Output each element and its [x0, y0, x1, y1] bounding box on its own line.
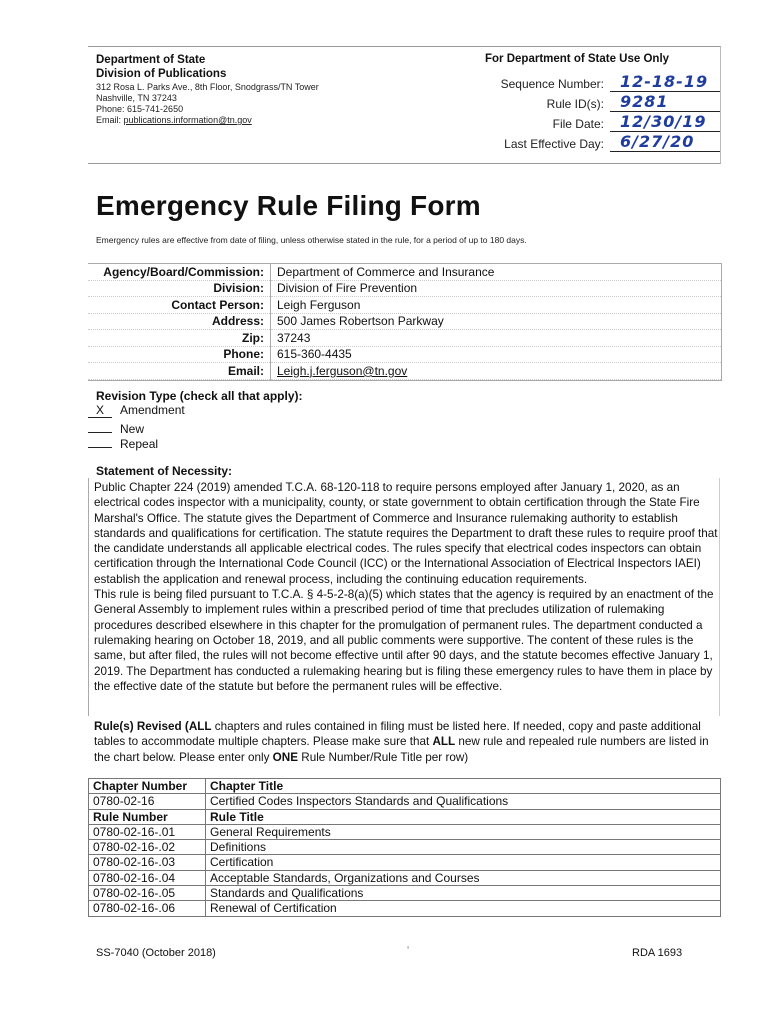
contact-email-link[interactable]: Leigh.j.ferguson@tn.gov — [277, 363, 408, 378]
table-row — [89, 794, 721, 809]
sequence-number-label: Sequence Number: — [500, 77, 604, 91]
table-row — [89, 779, 721, 794]
file-date-value: 12/30/19 — [620, 112, 707, 131]
necessity-title: Statement of Necessity: — [96, 464, 233, 478]
division-row — [88, 280, 721, 297]
table-row — [89, 855, 721, 870]
revision-type-title: Revision Type (check all that apply): — [96, 389, 303, 403]
table-row — [89, 824, 721, 839]
agency-label: Agency/Board/Commission: — [88, 264, 271, 280]
necessity-paragraph: Public Chapter 224 (2019) amended T.C.A. 68-120-118 to require persons employed after January 1, 2020, as an electrical codes inspector with a municipality, county, or state government to obtain certification through the State Fire Marshal's Office. The statute gives the Department of Commerce and Insurance rulemaking authority to establish standards and qualifications for certification. The statute requires the Department to draft these rules to require proof that the candidate understands all applicable electrical codes. The rules specify that electrical codes inspectors can obtain certification through the International Code Council (ICC) or the International Association of Electrical Inspectors IAEI) establish the application and renewal process, including the continuing education requirements. — [94, 481, 718, 586]
rule-number: 0780-02-16-.03 — [89, 855, 206, 870]
revision-option-label: New — [120, 422, 145, 436]
contact-person-label: Contact Person: — [88, 297, 271, 314]
email-row — [88, 363, 721, 380]
sequence-number-value: 12-18-19 — [620, 72, 709, 91]
agency-info-table — [88, 263, 722, 381]
revision-checkmark[interactable] — [88, 434, 112, 448]
table-row — [89, 886, 721, 901]
chapter-title: Certified Codes Inspectors Standards and Qualifications — [206, 794, 721, 809]
phone-value: 615-360-4435 — [277, 347, 352, 362]
revision-option-label: Repeal — [120, 437, 159, 451]
address-label: Address: — [88, 313, 271, 330]
rule-title: Certification — [206, 855, 721, 870]
rule-title: Definitions — [206, 840, 721, 855]
table-row — [89, 870, 721, 885]
revision-option-amendment[interactable] — [88, 403, 185, 418]
rule-title: Renewal of Certification — [206, 901, 721, 916]
division-name: Division of Publications — [96, 68, 227, 80]
rule-number: 0780-02-16-.04 — [89, 870, 206, 885]
form-subtitle: Emergency rules are effective from date of filing, unless otherwise stated in the rule, for a period of up to 180 days. — [96, 235, 527, 245]
rule-id-field — [470, 94, 720, 114]
table-row — [89, 809, 721, 824]
rules-revised-text: chapters and rules contained in filing must be listed here. If needed, copy and paste additional tables to accommodate multiple chapters. Please make sure that — [94, 720, 701, 749]
form-title: Emergency Rule Filing Form — [96, 190, 481, 221]
rule-number-header: Rule Number — [89, 809, 206, 824]
email-label: Email: — [88, 363, 271, 380]
rule-title: General Requirements — [206, 824, 721, 839]
rda-footer: RDA 1693 — [632, 947, 683, 959]
rule-title: Acceptable Standards, Organizations and Courses — [206, 870, 721, 885]
revision-checkmark[interactable] — [88, 419, 112, 433]
footer-mark: ‘ — [407, 945, 410, 956]
rule-number: 0780-02-16-.01 — [89, 824, 206, 839]
zip-row — [88, 330, 721, 347]
address-row — [88, 313, 721, 330]
rule-number: 0780-02-16-.02 — [89, 840, 206, 855]
phone-label: Phone: — [88, 346, 271, 363]
department-name: Department of State — [96, 54, 206, 66]
division-label: Division: — [88, 280, 271, 297]
file-date-label: File Date: — [552, 117, 604, 131]
rules-revised-bold: Rule(s) Revised (ALL — [94, 720, 212, 733]
sequence-number-field — [470, 74, 720, 94]
department-contact — [96, 82, 319, 126]
table-row — [89, 901, 721, 916]
email-label: Email: — [96, 115, 124, 125]
file-date-field — [470, 114, 720, 134]
rule-number: 0780-02-16-.06 — [89, 901, 206, 916]
rule-title: Standards and Qualifications — [206, 886, 721, 901]
necessity-text — [94, 480, 718, 694]
rule-number: 0780-02-16-.05 — [89, 886, 206, 901]
rules-revised-instructions — [94, 719, 718, 765]
chapter-number: 0780-02-16 — [89, 794, 206, 809]
department-phone: Phone: 615-741-2650 — [96, 104, 184, 114]
rules-revised-bold: ALL — [432, 735, 456, 749]
rules-revised-text: new rule and repealed rule numbers are listed in the chart below. Please enter only — [94, 735, 709, 764]
table-row — [89, 840, 721, 855]
contact-person-value: Leigh Ferguson — [277, 297, 361, 312]
zip-label: Zip: — [88, 330, 271, 347]
revision-option-label: Amendment — [120, 403, 185, 417]
last-effective-day-label: Last Effective Day: — [504, 137, 604, 151]
last-effective-day-field — [470, 134, 720, 154]
last-effective-day-value: 6/27/20 — [620, 132, 695, 151]
revision-checkmark[interactable]: X — [88, 404, 112, 418]
phone-row — [88, 346, 721, 363]
state-use-only-title: For Department of State Use Only — [485, 53, 670, 65]
department-email-line — [96, 115, 319, 126]
department-city: Nashville, TN 37243 — [96, 93, 177, 103]
rule-id-label: Rule ID(s): — [546, 97, 604, 111]
department-heading — [96, 53, 226, 81]
zip-value: 37243 — [277, 330, 311, 345]
last-effective-day-line — [610, 151, 720, 152]
agency-row — [88, 264, 721, 280]
contact-person-row — [88, 297, 721, 314]
chapter-number-header: Chapter Number — [89, 779, 206, 794]
chapter-title-header: Chapter Title — [206, 779, 721, 794]
rule-title-header: Rule Title — [206, 809, 721, 824]
department-address: 312 Rosa L. Parks Ave., 8th Floor, Snodgrass/TN Tower — [96, 82, 319, 92]
address-value: 500 James Robertson Parkway — [277, 314, 444, 329]
rule-id-value: 9281 — [620, 92, 669, 111]
division-value: Division of Fire Prevention — [277, 281, 418, 296]
form-id-footer: SS-7040 (October 2018) — [96, 947, 216, 959]
revision-option-repeal[interactable] — [88, 434, 158, 451]
necessity-paragraph: This rule is being filed pursuant to T.C.A. § 4-5-2-8(a)(5) which states that the agency is required by an enactment of the General Assembly to implement rules within a prescribed period of time that precludes utilization of rulemaking procedures described elsewhere in this chapter for the promulgation of permanent rules. The department conducted a rulemaking hearing on October 18, 2019, and all public comments were supportive. The content of these rules is the same, but after filed, the rules will not become effective until after 90 days, and the statute becomes effective January 1, 2019. The Department has conducted a rulemaking hearing but is filing these emergency rules to have them in place by the effective date of the statute but before the permanent rules will be effective. — [94, 588, 714, 693]
agency-value: Department of Commerce and Insurance — [277, 264, 495, 279]
department-email-link[interactable]: publications.information@tn.gov — [123, 115, 252, 125]
rules-revised-bold: ONE — [272, 750, 298, 764]
rules-revised-text: Rule Number/Rule Title per row) — [298, 750, 469, 764]
rules-table — [88, 778, 721, 917]
